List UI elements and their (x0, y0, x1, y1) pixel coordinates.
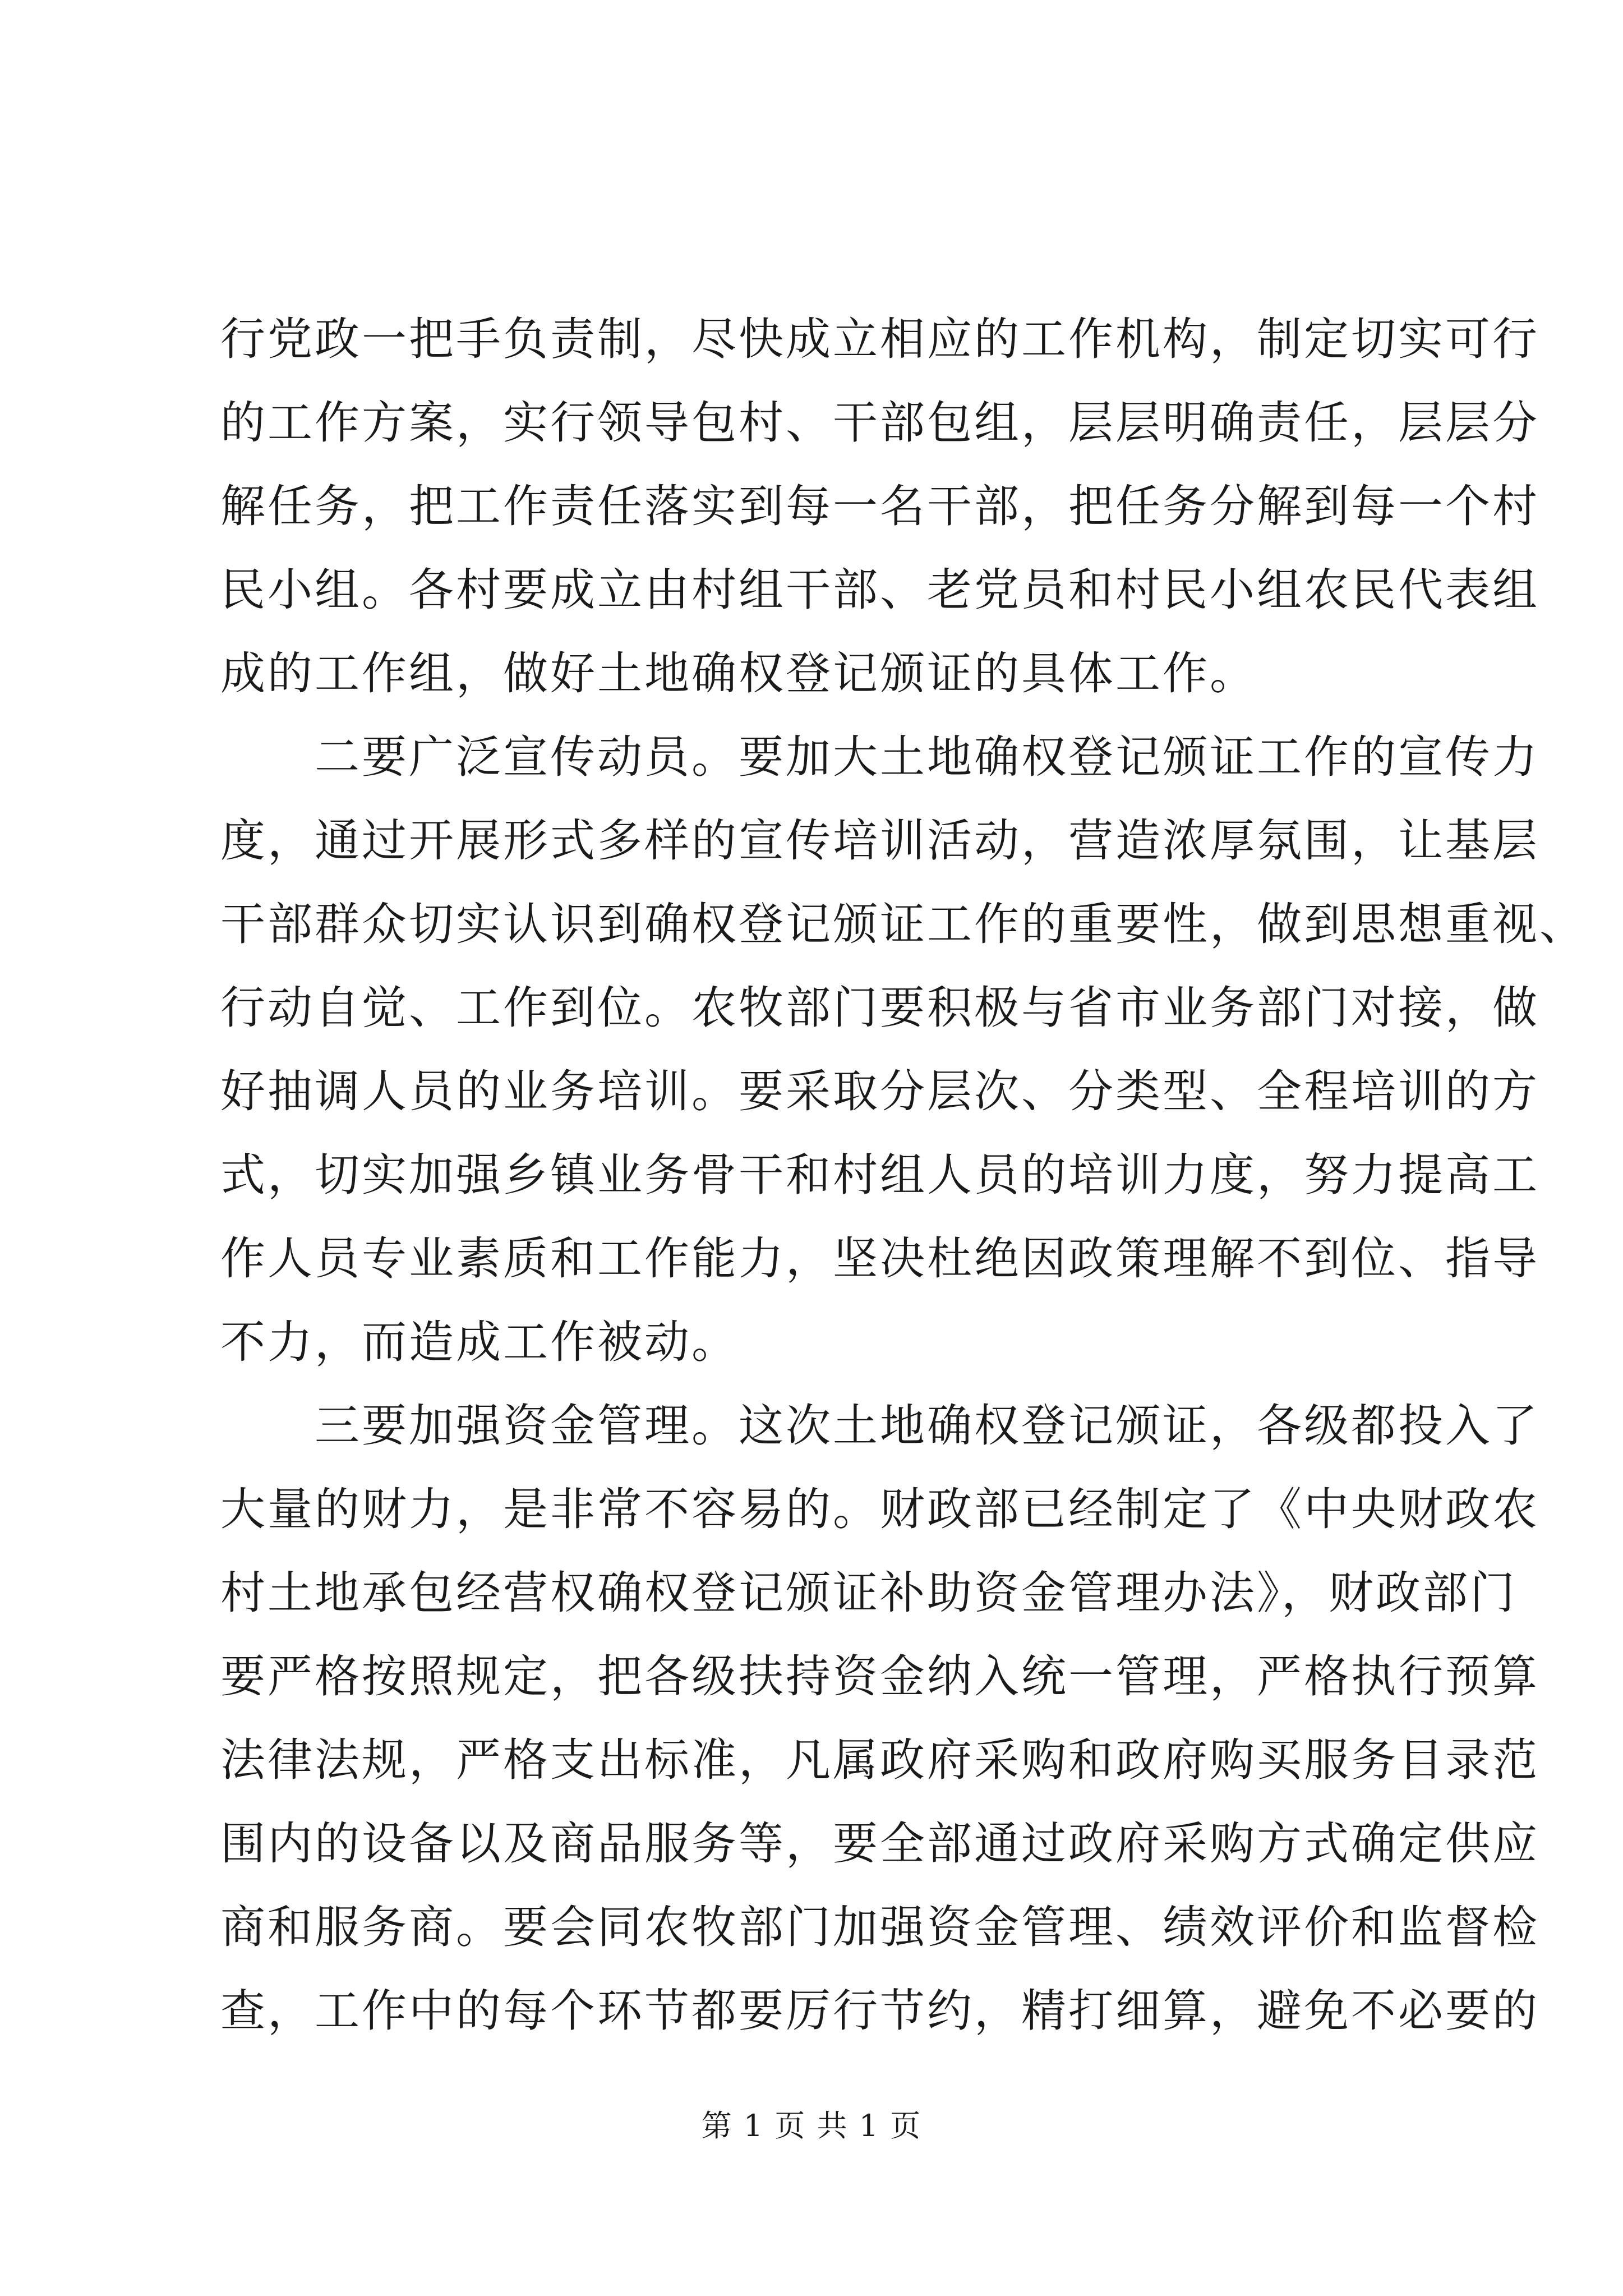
text-line: 村土地承包经营权确权登记颁证补助资金管理办法》，财政部门 (220, 1567, 1517, 1619)
text-line: 三要加强资金管理。这次土地确权登记颁证，各级都投入了 (315, 1400, 1539, 1452)
paragraph-2 (220, 715, 1587, 1384)
text-line: 大量的财力，是非常不容易的。财政部已经制定了《中央财政农 (220, 1483, 1539, 1535)
text-line: 行动自觉、工作到位。农牧部门要积极与省市业务部门对接，做 (220, 982, 1539, 1034)
text-line: 干部群众切实认识到确权登记颁证工作的重要性，做到思想重视、 (220, 898, 1587, 950)
text-line: 二要广泛宣传动员。要加大土地确权登记颁证工作的宣传力 (315, 731, 1539, 783)
text-line: 好抽调人员的业务培训。要采取分层次、分类型、全程培训的方 (220, 1065, 1539, 1117)
text-line: 作人员专业素质和工作能力，坚决杜绝因政策理解不到位、指导 (220, 1232, 1539, 1285)
document-body (220, 297, 1587, 2053)
text-line: 式，切实加强乡镇业务骨干和村组人员的培训力度，努力提高工 (220, 1149, 1539, 1201)
text-line: 围内的设备以及商品服务等，要全部通过政府采购方式确定供应 (220, 1818, 1539, 1870)
text-line: 民小组。各村要成立由村组干部、老党员和村民小组农民代表组 (220, 564, 1539, 616)
text-line: 的工作方案，实行领导包村、干部包组，层层明确责任，层层分 (220, 397, 1539, 449)
text-line: 商和服务商。要会同农牧部门加强资金管理、绩效评价和监督检 (220, 1901, 1539, 1953)
text-line: 解任务，把工作责任落实到每一名干部，把任务分解到每一个村 (220, 480, 1539, 532)
paragraph-1 (220, 297, 1539, 715)
text-line: 要严格按照规定，把各级扶持资金纳入统一管理，严格执行预算 (220, 1650, 1539, 1703)
text-line: 度，通过开展形式多样的宣传培训活动，营造浓厚氛围，让基层 (220, 815, 1539, 867)
text-line: 法律法规，严格支出标准，凡属政府采购和政府购买服务目录范 (220, 1734, 1539, 1786)
text-line: 成的工作组，做好土地确权登记颁证的具体工作。 (220, 647, 1257, 700)
text-line: 不力，而造成工作被动。 (220, 1316, 739, 1368)
text-line: 查，工作中的每个环节都要厉行节约，精打细算，避免不必要的 (220, 1985, 1539, 2037)
page-number-footer: 第 1 页 共 1 页 (701, 2108, 922, 2143)
paragraph-3 (220, 1384, 1539, 2053)
text-line: 行党政一把手负责制，尽快成立相应的工作机构，制定切实可行 (220, 313, 1539, 365)
